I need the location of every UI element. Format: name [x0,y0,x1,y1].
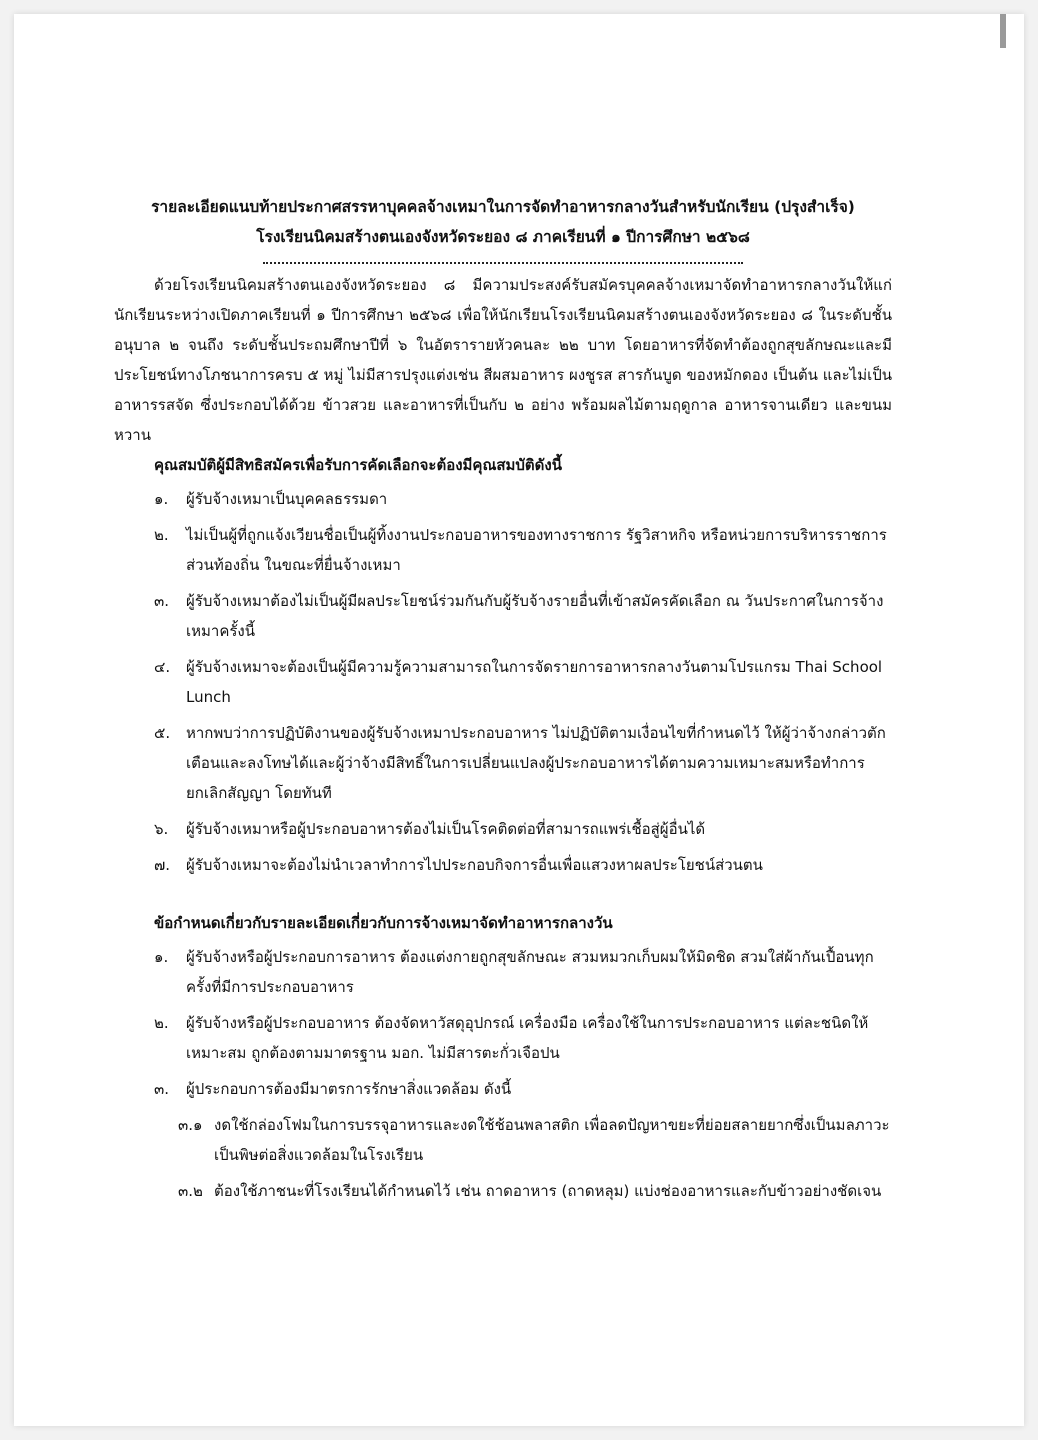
list-item [154,652,892,712]
item-number: ๖. [154,820,169,838]
qualifications-list [114,484,892,880]
intro-paragraph: ด้วยโรงเรียนนิคมสร้างตนเองจังหวัดระยอง ๘ มีความประสงค์รับสมัครบุคคลจ้างเหมาจัดทำอาหารกลางวันให้แก่นักเรียนระหว่างเปิดภาคเรียนที่ ๑ ปีการศึกษา ๒๕๖๘ เพื่อให้นักเรียนโรงเรียนนิคมสร้างตนเองจังหวัดระยอง ๘ ในระดับชั้นอนุบาล ๒ จนถึง ระดับชั้นประถมศึกษาปีที่ ๖ ในอัตรารายหัวคนละ ๒๒ บาท โดยอาหารที่จัดทำต้องถูกสุขลักษณะและมีประโยชน์ทางโภชนาการครบ ๕ หมู่ ไม่มีสารปรุงแต่งเช่น สีผสมอาหาร ผงชูรส สารกันบูด ของหมักดอง เป็นต้น และไม่เป็นอาหารรสจัด ซึ่งประกอบได้ด้วย ข้าวสวย และอาหารที่เป็นกับ ๒ อย่าง พร้อมผลไม้ตามฤดูกาล อาหารจานเดียว และขนมหวาน [114,276,892,444]
sub-item-text: ต้องใช้ภาชนะที่โรงเรียนได้กำหนดไว้ เช่น ถาดอาหาร (ถาดหลุม) แบ่งช่องอาหารและกับข้าวอย่างชัดเจน [214,1182,882,1200]
list-item [154,718,892,808]
item-text: ผู้รับจ้างหรือผู้ประกอบอาหาร ต้องจัดหาวัสดุอุปกรณ์ เครื่องมือ เครื่องใช้ในการประกอบอาหาร แต่ละชนิดให้เหมาะสม ถูกต้องตามมาตรฐาน มอก. ไม่มีสารตะกั่วเจือปน [186,1014,869,1062]
item-text: ผู้รับจ้างเหมาต้องไม่เป็นผู้มีผลประโยชน์ร่วมกันกับผู้รับจ้างรายอื่นที่เข้าสมัครคัดเลือก ณ วันประกาศในการจ้างเหมาครั้งนี้ [186,592,884,640]
item-number: ๓. [154,1080,170,1098]
requirements-list [114,942,892,1206]
page-edge-mark [1000,14,1006,48]
document-content [114,192,892,1212]
list-item [154,520,892,580]
title-line-1: รายละเอียดแนบท้ายประกาศสรรหาบุคคลจ้างเหมาในการจัดทำอาหารกลางวันสำหรับนักเรียน (ปรุงสำเร็จ) [151,198,855,216]
qualifications-heading: คุณสมบัติผู้มีสิทธิสมัครเพื่อรับการคัดเลือกจะต้องมีคุณสมบัติดังนี้ [154,456,562,474]
list-item [154,814,892,844]
title-line-2: โรงเรียนนิคมสร้างตนเองจังหวัดระยอง ๘ ภาคเรียนที่ ๑ ปีการศึกษา ๒๕๖๘ [256,228,750,246]
dotted-divider [263,256,743,264]
item-number: ๑. [154,948,169,966]
item-number: ๕. [154,724,171,742]
list-item [154,1008,892,1068]
item-number: ๗. [154,856,171,874]
document-page [14,14,1024,1426]
list-item [154,1074,892,1104]
item-number: ๒. [154,1014,169,1032]
list-item [154,850,892,880]
item-number: ๓. [154,592,170,610]
list-item [154,586,892,646]
item-text: หากพบว่าการปฏิบัติงานของผู้รับจ้างเหมาประกอบอาหาร ไม่ปฏิบัติตามเงื่อนไขที่กำหนดไว้ ให้ผู้ว่าจ้างกล่าวตักเตือนและลงโทษได้และผู้ว่าจ้างมีสิทธิ์ในการเปลี่ยนแปลงผู้ประกอบอาหารได้ตามความเหมาะสมหรือทำการยกเลิกสัญญา โดยทันที [186,724,886,802]
requirements-heading: ข้อกำหนดเกี่ยวกับรายละเอียดเกี่ยวกับการจ้างเหมาจัดทำอาหารกลางวัน [154,914,613,932]
item-number: ๒. [154,526,169,544]
item-text: ผู้รับจ้างเหมาหรือผู้ประกอบอาหารต้องไม่เป็นโรคติดต่อที่สามารถแพร่เชื้อสู่ผู้อื่นได้ [186,820,706,838]
item-text: ผู้รับจ้างเหมาเป็นบุคคลธรรมดา [186,490,388,508]
item-text: ไม่เป็นผู้ที่ถูกแจ้งเวียนชื่อเป็นผู้ทิ้งงานประกอบอาหารของทางราชการ รัฐวิสาหกิจ หรือหน่วยการบริหารราชการส่วนท้องถิ่น ในขณะที่ยื่นจ้างเหมา [186,526,887,574]
sub-item-number: ๓.๒ [178,1182,203,1200]
item-text: ผู้รับจ้างเหมาจะต้องไม่นำเวลาทำการไปประกอบกิจการอื่นเพื่อแสวงหาผลประโยชน์ส่วนตน [186,856,763,874]
sub-item-text: งดใช้กล่องโฟมในการบรรจุอาหารและงดใช้ช้อนพลาสติก เพื่อลดปัญหาขยะที่ย่อยสลายยากซึ่งเป็นมลภาวะเป็นพิษต่อสิ่งแวดล้อมในโรงเรียน [214,1116,890,1164]
sub-list-item [178,1176,892,1206]
list-item [154,484,892,514]
item-number: ๔. [154,658,171,676]
item-number: ๑. [154,490,169,508]
item-text: ผู้รับจ้างเหมาจะต้องเป็นผู้มีความรู้ความสามารถในการจัดรายการอาหารกลางวันตามโปรแกรม Thai School Lunch [186,658,883,706]
sub-item-number: ๓.๑ [178,1116,203,1134]
item-text: ผู้รับจ้างหรือผู้ประกอบการอาหาร ต้องแต่งกายถูกสุขลักษณะ สวมหมวกเก็บผมให้มิดชิด สวมใส่ผ้ากันเปื้อนทุกครั้งที่มีการประกอบอาหาร [186,948,874,996]
sub-list-item [178,1110,892,1170]
item-text: ผู้ประกอบการต้องมีมาตรการรักษาสิ่งแวดล้อม ดังนี้ [186,1080,512,1098]
list-item [154,942,892,1002]
